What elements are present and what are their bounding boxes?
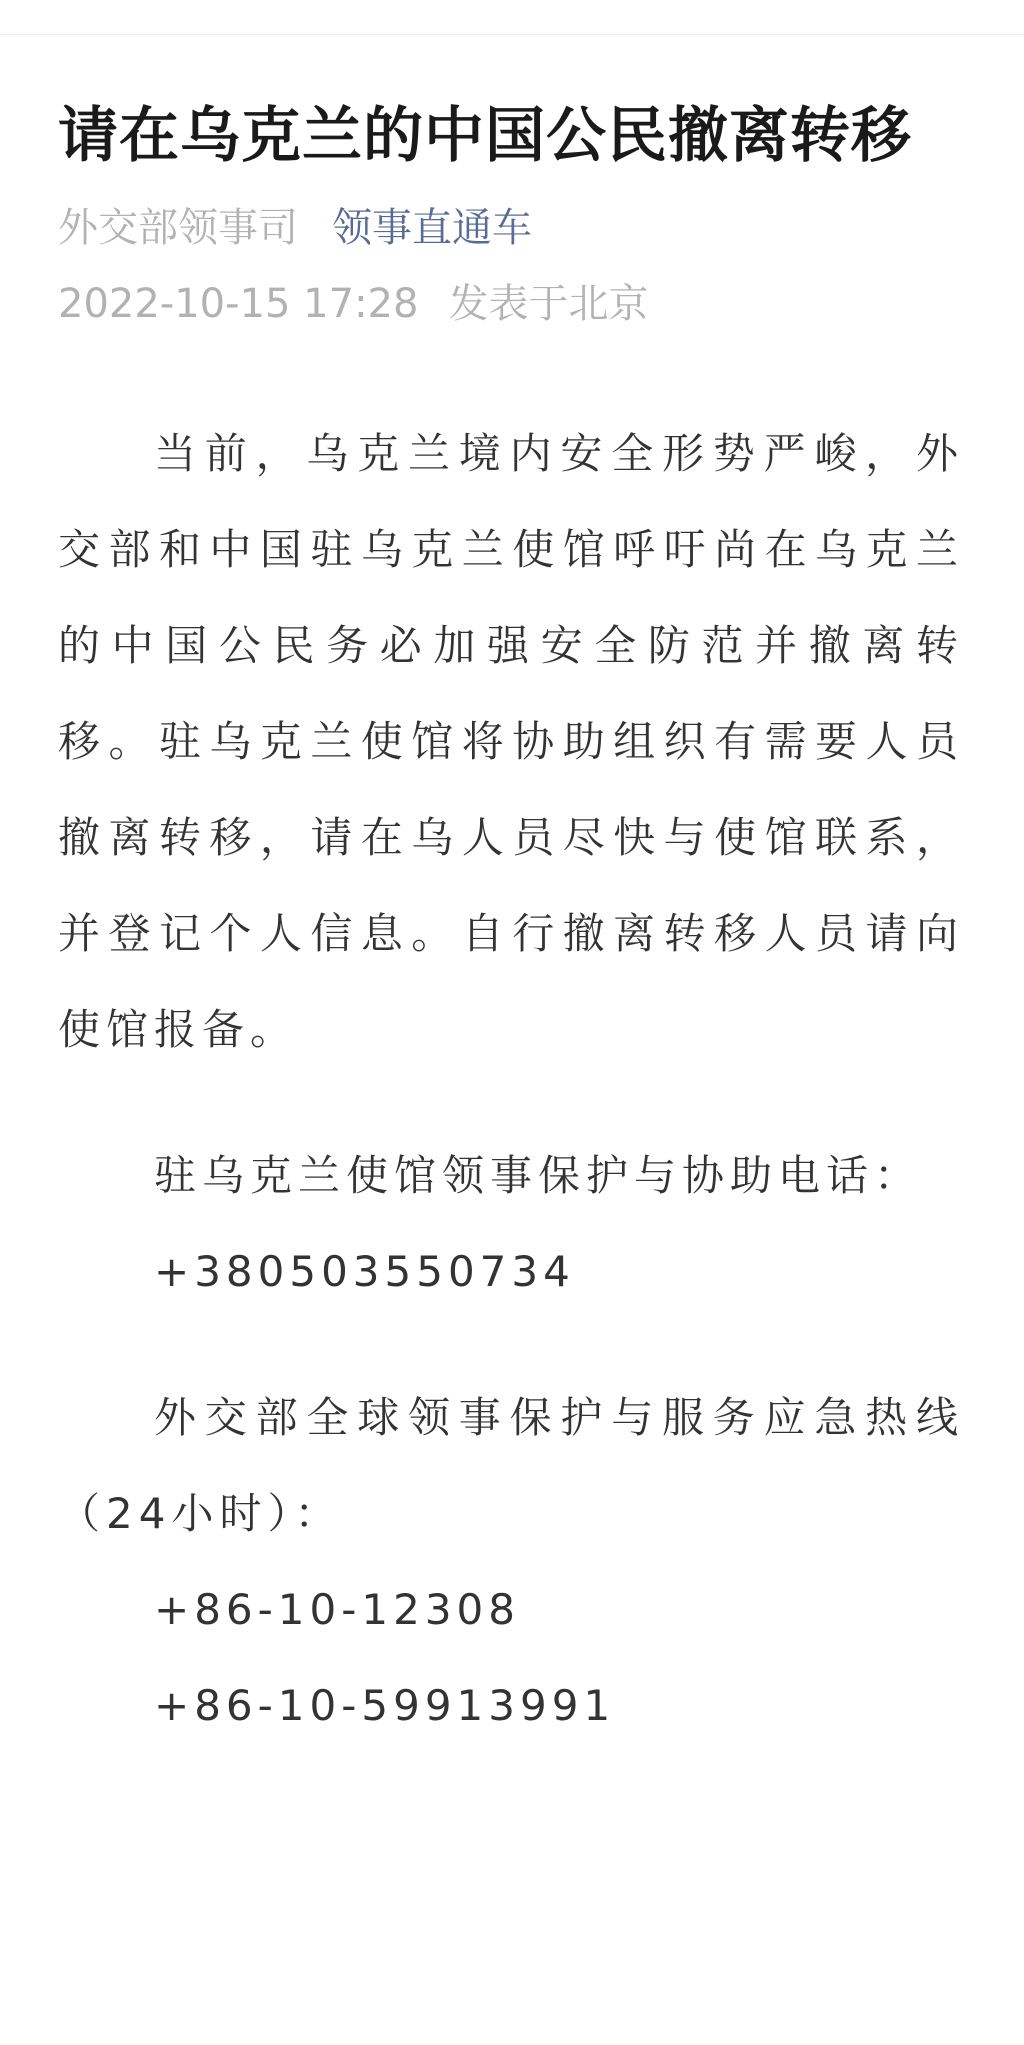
article-publish-info: [58, 276, 964, 332]
embassy-phone-number[interactable]: +380503550734: [154, 1247, 575, 1296]
hotline-label: 外交部全球领事保护与服务应急热线（24小时）：: [58, 1393, 964, 1538]
paragraph-notice: 当前，乌克兰境内安全形势严峻，外交部和中国驻乌克兰使馆呼吁尚在乌克兰的中国公民务必加强安全防范并撤离转移。驻乌克兰使馆将协助组织有需要人员撤离转移，请在乌人员尽快与使馆联系，并登记个人信息。自行撤离转移人员请向使馆报备。: [58, 429, 964, 1054]
hotline-phone-number-1[interactable]: +86-10-12308: [154, 1585, 520, 1634]
article-title: 请在乌克兰的中国公民撤离转移: [58, 101, 912, 171]
publish-time: 2022-10-15 17:28: [58, 281, 419, 327]
article-meta: [58, 200, 964, 256]
article-source: 外交部领事司: [58, 205, 298, 251]
article: [58, 90, 964, 1754]
article-body: [58, 406, 964, 1754]
top-divider: [0, 34, 1024, 35]
embassy-phone-label: 驻乌克兰使馆领事保护与协助电话：: [154, 1151, 923, 1200]
spacer: [58, 1320, 964, 1370]
publish-location: 发表于北京: [448, 281, 649, 327]
hotline-phone-number-2[interactable]: +86-10-59913991: [154, 1681, 616, 1730]
account-name-link[interactable]: 领事直通车: [332, 205, 532, 251]
